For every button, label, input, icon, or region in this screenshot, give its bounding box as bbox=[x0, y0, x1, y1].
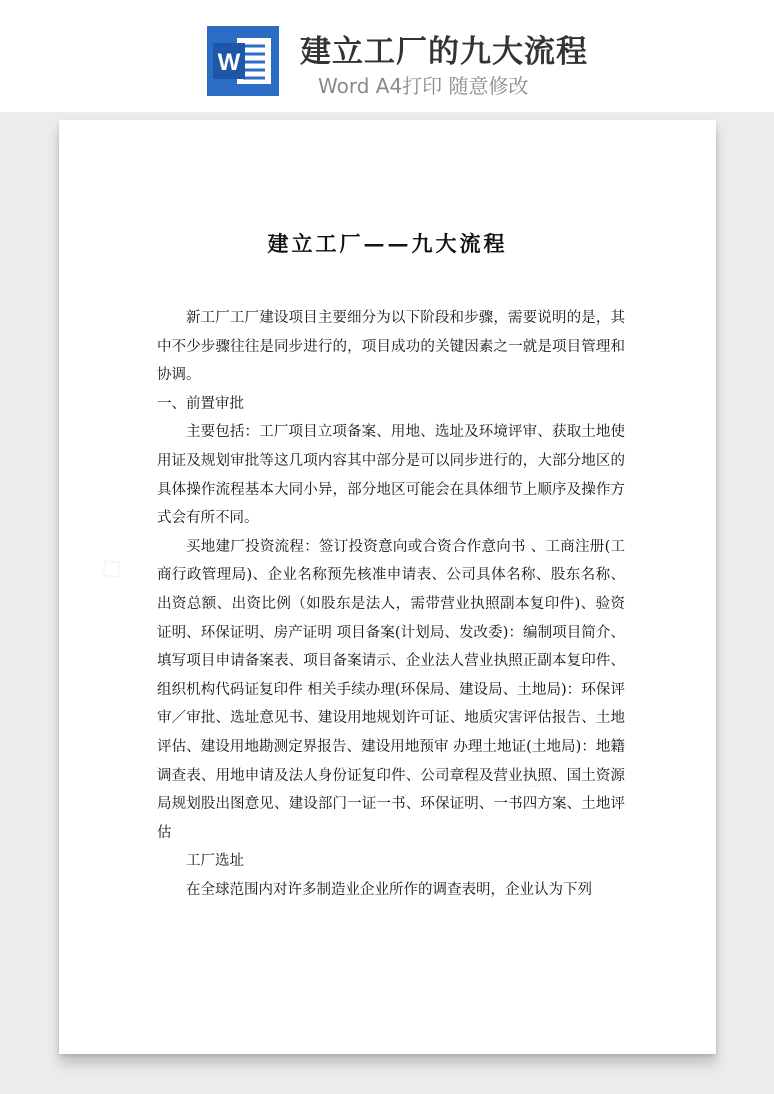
watermark bbox=[90, 547, 130, 589]
document-title: 建立工厂——九大流程 bbox=[267, 231, 508, 256]
header-banner bbox=[0, 0, 774, 112]
section-heading: 一、前置审批 bbox=[157, 395, 244, 412]
banner-subtitle: Word A4打印 随意修改 bbox=[318, 74, 529, 98]
subsection-heading: 工厂选址 bbox=[186, 853, 244, 870]
paragraph: 主要包括：工厂项目立项备案、用地、选址及环境评审、获取土地使用证及规划审批等这几项内容其中部分是可以同步进行的，大部分地区的具体操作流程基本大同小异，部分地区可能会在具体细节上顺序及操作方式会有所不同。 bbox=[157, 424, 625, 527]
paragraph: 买地建厂投资流程：签订投资意向或合资合作意向书 、工商注册(工商行政管理局)、企业名称预先核准申请表、公司具体名称、股东名称、出资总额、出资比例（如股东是法人，需带营业执照副本复印件)、验资证明、环保证明、房产证明 项目备案(计划局、发改委)：编制项目简介、填写项目申请备案表、项目备案请示、企业法人营业执照正副本复印件、组织机构代码证复印件 相关手续办理(环保局、建设局、土地局)：环保评审／审批、选址意见书、建设用地规划许可证、地质灾害评估报告、土地评估、建设用地勘测定界报告、建设用地预审 办理土地证(土地局)：地籍调查表、用地申请及法人身份证复印件、公司章程及营业执照、国土资源局规划股出图意见、建设部门一证一书、环保证明、一书四方案、土地评估 bbox=[157, 538, 625, 841]
document-body bbox=[157, 304, 625, 904]
paragraph: 在全球范围内对许多制造业企业所作的调查表明，企业认为下列 bbox=[186, 881, 592, 898]
banner-title: 建立工厂的九大流程 bbox=[300, 34, 588, 70]
word-icon-letter: W bbox=[217, 49, 241, 76]
word-icon bbox=[207, 26, 279, 96]
paragraph-intro: 新工厂工厂建设项目主要细分为以下阶段和步骤，需要说明的是，其中不少步骤往往是同步进行的，项目成功的关键因素之一就是项目管理和协调。 bbox=[157, 310, 625, 384]
document-page bbox=[59, 120, 716, 1054]
